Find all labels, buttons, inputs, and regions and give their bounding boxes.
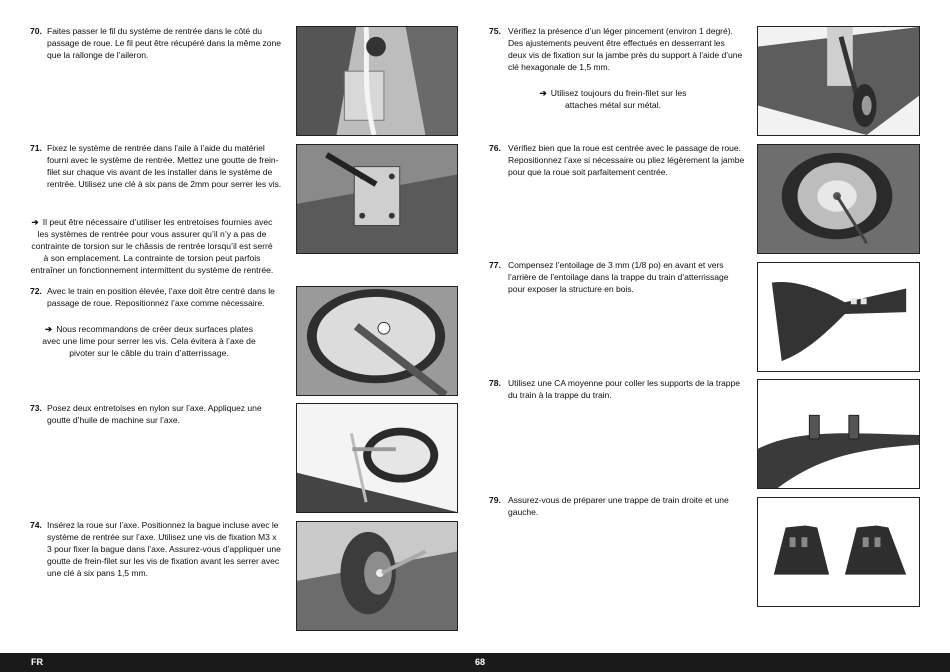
step-text: Compensez l’entoilage de 3 mm (1/8 po) en avant et vers l’arrière de l’entoilage dans la trappe du train d’atterrissage pour exposer la structure en bois. — [508, 260, 729, 294]
photo-step-72 — [296, 286, 458, 396]
arrow-icon: ➔ — [44, 324, 53, 334]
step-text: Avec le train en position élevée, l’axe doit être centré dans le passage de roue. Repositionnez l’axe comme nécessaire. — [47, 286, 275, 308]
photo-step-79 — [757, 497, 920, 607]
photo-step-73 — [296, 403, 458, 513]
photo-step-71 — [296, 144, 458, 254]
note-71: ➔ Il peut être nécessaire d’utiliser les entretoises fournies avec les systèmes de rentrée pour vous assurer qu’il n’y a pas de contrainte de torsion sur le châssis de rentrée lorsqu’il est serré à son emplacement. La contrainte de torsion peut parfois entraîner un fonctionnement intermittent du système de rentrée. — [30, 217, 274, 275]
step-text: Fixez le système de rentrée dans l’aile à l’aide du matériel fourni avec le système de rentrée. Mettez une goutte de frein-filet sur chaque vis avant de les installer dans le système de rentrée. Utilisez une clé à six pans de 2mm pour serrer les vis. — [47, 143, 282, 189]
step-text: Vérifiez bien que la roue est centrée avec le passage de roue. Repositionnez l’axe si nécessaire ou pliez légèrement la jambe pour que la roue soit parfaitement centrée. — [508, 143, 745, 177]
photo-step-77 — [757, 262, 920, 372]
photo-step-75 — [757, 26, 920, 136]
note-72: ➔ Nous recommandons de créer deux surfaces plates avec une lime pour serrer les vis. Cela évitera à l’axe de pivoter sur le câble du train d’atterrissage. — [42, 324, 256, 358]
step-text: Assurez-vous de préparer une trappe de train droite et une gauche. — [508, 495, 729, 517]
note-75: ➔ Utilisez toujours du frein-filet sur les attaches métal sur métal. — [539, 88, 687, 110]
photo-step-74 — [296, 521, 458, 631]
language-label: FR — [31, 657, 43, 667]
photo-step-70 — [296, 26, 458, 136]
arrow-icon: ➔ — [539, 88, 547, 98]
step-text: Posez deux entretoises en nylon sur l’axe. Appliquez une goutte d’huile de machine sur l’axe. — [47, 403, 262, 425]
step-text: Vérifiez la présence d’un léger pincement (environ 1 degré). Des ajustements peuvent être effectués en desserrant les deux vis de fixation sur la jambe près du support à l’aide d’une clé hexagonale de 1,5 mm. — [508, 26, 743, 72]
arrow-icon: ➔ — [31, 217, 39, 227]
step-text: Faites passer le fil du système de rentrée dans le côté du passage de roue. Le fil peut être récupéré dans la même zone que la rallonge de l’aileron. — [47, 26, 281, 60]
photo-step-78 — [757, 379, 920, 489]
step-text: Utilisez une CA moyenne pour coller les supports de la trappe du train à la trappe du train. — [508, 378, 740, 400]
page-number: 68 — [475, 657, 486, 667]
step-text: Insérez la roue sur l’axe. Positionnez la bague incluse avec le système de rentrée sur l’axe. Utilisez une vis de fixation M3 x 3 pour fixer la bague dans l’axe. Assurez-vous d’appliquer une goutte de frein-filet sur les vis de fixation avant les serrer avec une clé à six pans 1,5 mm. — [47, 520, 281, 578]
photo-step-76 — [757, 144, 920, 254]
page-footer — [0, 653, 950, 672]
